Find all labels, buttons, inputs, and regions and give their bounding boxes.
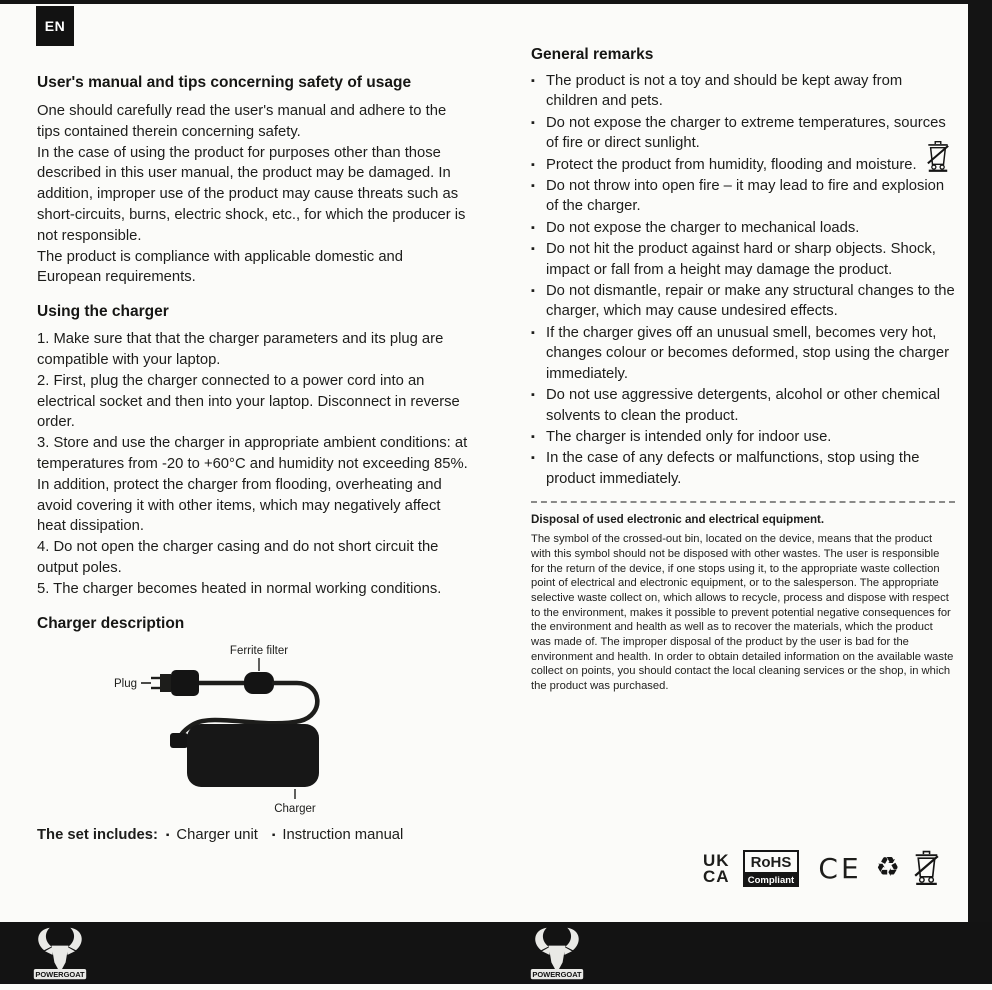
language-badge [36, 6, 74, 46]
safety-heading: User's manual and tips concerning safety of usage [37, 74, 412, 91]
remark-item [531, 448, 955, 489]
remark-text: ▪ The product is not a toy and should be kept away from children and pets. [546, 73, 903, 110]
ukca-mark [703, 853, 730, 885]
right-edge-bar [968, 0, 992, 984]
language-badge-label: EN [44, 18, 66, 34]
charger-description-heading: Charger description [37, 614, 185, 632]
powergoat-wordmark: POWERGOAT [532, 969, 582, 979]
rohs-compliant-label: Compliant [743, 874, 800, 887]
recycling-icon: ♻ [875, 852, 900, 882]
set-includes-line [37, 827, 470, 843]
remark-text: ▪ If the charger gives off an unusual smell, becomes very hot, changes colour or becomes deformed, stop using the charger immediately. [546, 324, 950, 382]
charger-label: Charger [274, 802, 316, 815]
safety-paragraph: In the case of using the product for purposes other than those described in this user manual, the product may be damaged. In addition, improper use of the product may cause threats such as short-circuits, burns, electric shock, etc., for which the producer is not responsible. [37, 144, 466, 244]
powergoat-logo [527, 925, 587, 983]
set-includes-label: The set includes: [37, 826, 158, 843]
remark-text: ▪ In the case of any defects or malfunctions, stop using the product immediately. [546, 450, 920, 487]
general-remarks-heading: General remarks [531, 46, 654, 63]
numbered-item: 5. The charger becomes heated in normal working conditions. [37, 580, 442, 597]
weee-bin-icon [913, 850, 940, 885]
set-includes-item: ▪ Instruction manual [272, 827, 403, 843]
ukca-line1: UK [703, 851, 730, 870]
disposal-heading: Disposal of used electronic and electrical equipment. [531, 513, 825, 527]
numbered-item: 2. First, plug the charger connected to a power cord into an electrical socket and then into your laptop. Disconnect in reverse order. [37, 372, 460, 431]
plug-label: Plug [113, 677, 137, 690]
remark-item [531, 218, 955, 238]
remark-text: ▪ Do not use aggressive detergents, alcohol or other chemical solvents to clean the product. [546, 387, 940, 424]
remark-text: ▪ Do not expose the charger to mechanical loads. [546, 219, 860, 236]
numbered-item: 1. Make sure that that the charger parameters and its plug are compatible with your laptop. [37, 331, 444, 368]
ferrite-filter-label: Ferrite filter [229, 644, 289, 657]
remark-text: ▪ Do not hit the product against hard or sharp objects. Shock, impact or fall from a height may damage the product. [546, 241, 936, 278]
weee-bin-icon [926, 140, 950, 172]
remark-item [531, 323, 955, 384]
set-includes-item: ▪ Charger unit [166, 827, 258, 843]
remark-item [531, 113, 955, 154]
remark-item [531, 155, 955, 175]
remark-item [531, 71, 955, 112]
powergoat-wordmark: POWERGOAT [35, 969, 85, 979]
safety-paragraph: The product is compliance with applicable domestic and European requirements. [37, 248, 404, 286]
remark-text: ▪ The charger is intended only for indoor use. [546, 428, 832, 445]
numbered-item: 3. Store and use the charger in appropriate ambient conditions: at temperatures from -20 to +60°C and humidity not exceeding 85%. In addition, protect the charger from flooding, overheating and avoid covering it with other items, which may negatively affect heat dissipation. [37, 435, 468, 535]
remark-text: ▪ Do not throw into open fire – it may lead to fire and explosion of the charger. [546, 178, 945, 215]
using-charger-heading: Using the charger [37, 303, 169, 321]
remark-item [531, 385, 955, 426]
top-edge-bar [0, 0, 992, 4]
ce-mark: CE [818, 852, 862, 885]
remark-text: ▪ Protect the product from humidity, flooding and moisture. [546, 156, 917, 173]
numbered-item: 4. Do not open the charger casing and do not short circuit the output poles. [37, 539, 439, 576]
left-column [37, 62, 470, 843]
charger-diagram [37, 641, 470, 819]
footer-bar [0, 922, 992, 984]
rohs-label: RoHS [743, 850, 800, 874]
ukca-line2: CA [703, 867, 730, 886]
remark-item [531, 239, 955, 280]
remark-item [531, 427, 955, 447]
dashed-divider [531, 501, 955, 503]
disposal-body: The symbol of the crossed-out bin, located on the device, means that the product with this symbol should not be disposed with other wastes. The user is responsible for the return of the device, if one stops using it, to the appropriate waste collection point of electrical and electronic equipment, or to the salesperson. The appropriate selective waste collect on, which allows to recycle, process and dispose with respect to the environment, makes it possible to prevent potential negative consequences for the environment and health as well as to recover the materials, which the product was made of. The improper disposal of the product by the user is bad for the environment and health. In order to obtain detailed information on the available waste collect on points, you should contact the local cleaning services or the shop, in which the product was purchased. [531, 533, 954, 693]
remark-text: ▪ Do not dismantle, repair or make any structural changes to the charger, which may cause undesired effects. [546, 283, 955, 320]
remark-text: ▪ Do not expose the charger to extreme temperatures, sources of fire or direct sunlight. [546, 114, 946, 152]
remark-item [531, 281, 955, 322]
powergoat-logo [30, 925, 90, 983]
safety-paragraph: One should carefully read the user's manual and adhere to the tips contained therein concerning safety. [37, 103, 447, 140]
right-column [531, 36, 955, 694]
rohs-mark [743, 850, 800, 887]
remark-item [531, 176, 955, 217]
certification-badges [703, 850, 940, 887]
